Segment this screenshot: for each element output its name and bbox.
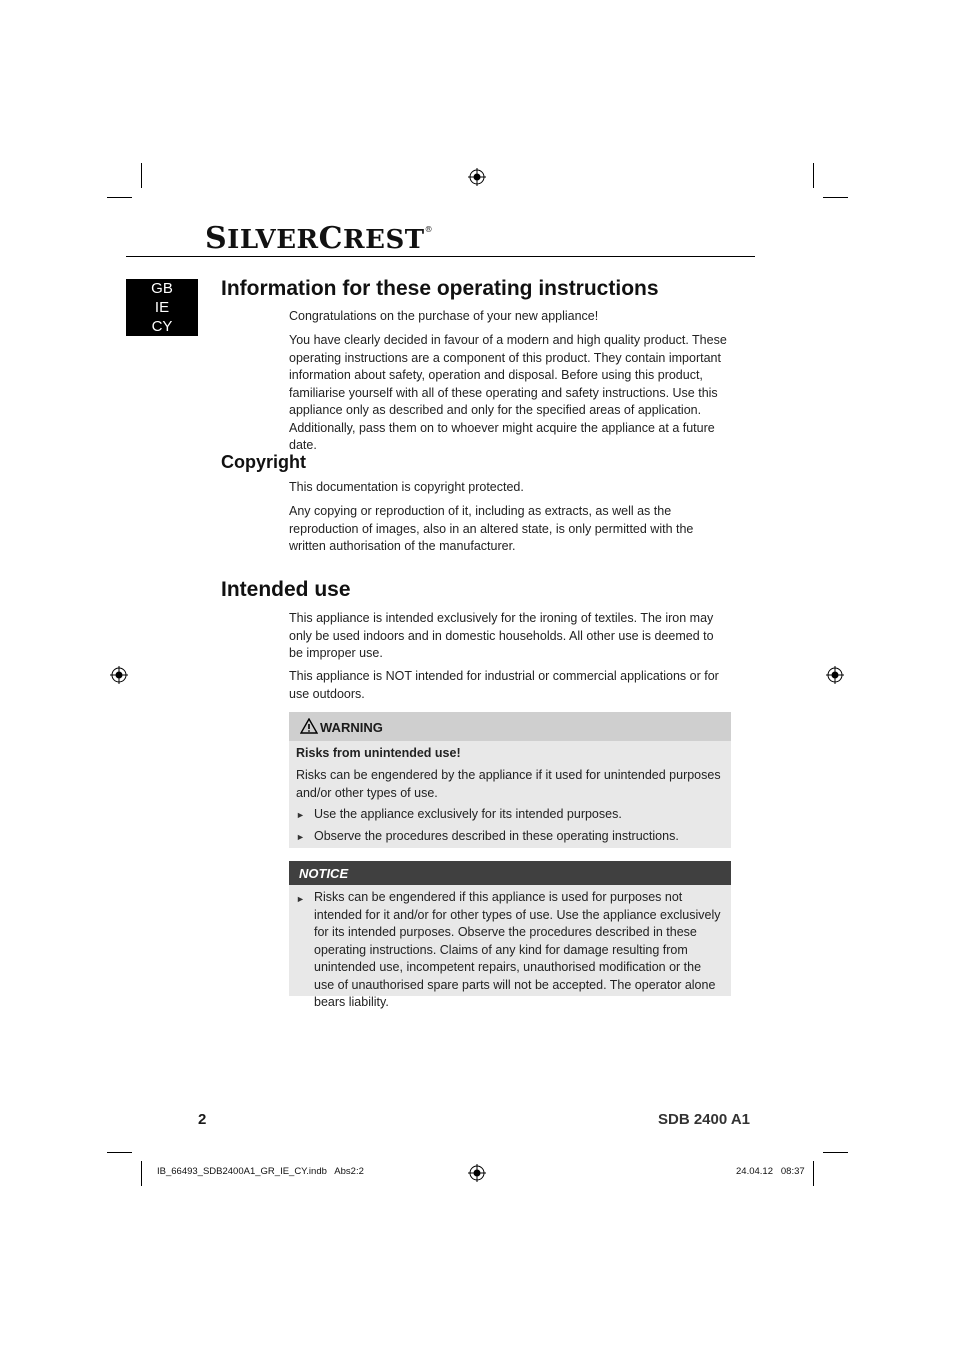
paragraph: Congratulations on the purchase of your new appliance! <box>289 309 599 323</box>
crop-mark <box>107 197 132 198</box>
language-code: GB <box>151 280 173 297</box>
notice-box <box>289 861 731 1009</box>
model-number: SDB 2400 A1 <box>658 1111 750 1128</box>
warning-bullet: Use the appliance exclusively for its intended purposes. <box>314 807 622 821</box>
notice-label: NOTICE <box>299 866 349 881</box>
crop-mark <box>141 1161 142 1186</box>
warning-box <box>289 712 731 848</box>
paragraph: This documentation is copyright protected. <box>289 480 524 494</box>
crop-mark <box>823 197 848 198</box>
registration-mark-icon <box>468 1164 486 1182</box>
section-title-intended-use: Intended use <box>221 578 351 601</box>
crop-mark <box>107 1152 132 1153</box>
language-code: CY <box>151 318 173 335</box>
bullet-arrow-icon: ► <box>296 894 305 904</box>
warning-header <box>289 712 731 741</box>
warning-text: Risks can be engendered by the appliance if it used for unintended purposes and/or other types of use. <box>296 768 721 800</box>
section-title-copyright: Copyright <box>221 452 306 472</box>
brand-logo: SILVERCREST® <box>205 221 434 256</box>
page-number: 2 <box>198 1111 207 1128</box>
paragraph: You have clearly decided in favour of a modern and high quality product. These operating instructions are a component of this product. They contain important information about safety, operation and disposal. Before using this product, familiarise yourself with all of these operating and safety instructions. Use this appliance only as described and only for the specified areas of application. Additionally, pass them on to whoever might acquire the appliance at a future date. <box>289 333 727 452</box>
warning-label: WARNING <box>320 720 383 735</box>
crop-mark <box>823 1152 848 1153</box>
warning-subtitle: Risks from unintended use! <box>296 746 461 760</box>
crop-mark <box>813 163 814 188</box>
paragraph: Any copying or reproduction of it, including as extracts, as well as the reproduction of images, also in an altered state, is only permitted with the written authorisation of the manufacturer. <box>289 504 694 553</box>
warning-triangle-icon <box>300 718 318 734</box>
print-timestamp: 24.04.12 08:37 <box>736 1166 805 1177</box>
notice-header <box>289 861 731 885</box>
notice-text: Risks can be engendered if this appliance is used for purposes not intended for it and/or for other types of use. Use the appliance exclusively for its intended purposes. Observe the procedures described in these operating instructions. Claims of any kind for damage resulting from unintended use, incompetent repairs, unauthorised modification or the use of unauthorised spare parts will not be accepted. The operator alone bears liability. <box>314 890 721 1009</box>
language-code: IE <box>154 299 170 316</box>
file-name: IB_66493_SDB2400A1_GR_IE_CY.indb Abs2:2 <box>157 1166 364 1177</box>
crop-mark <box>141 163 142 188</box>
registration-mark-icon <box>468 168 486 186</box>
paragraph: This appliance is intended exclusively for the ironing of textiles. The iron may only be used indoors and in domestic households. All other use is deemed to be improper use. <box>289 611 714 660</box>
header-rule <box>126 256 755 257</box>
registration-mark-icon <box>826 666 844 684</box>
bullet-arrow-icon: ► <box>296 832 305 842</box>
warning-bullet: Observe the procedures described in these operating instructions. <box>314 829 679 843</box>
section-title-information: Information for these operating instructions <box>221 277 659 300</box>
crop-mark <box>813 1161 814 1186</box>
registration-mark-icon <box>110 666 128 684</box>
bullet-arrow-icon: ► <box>296 810 305 820</box>
language-tab <box>126 279 198 336</box>
paragraph: This appliance is NOT intended for industrial or commercial applications or for use outdoors. <box>289 669 719 701</box>
